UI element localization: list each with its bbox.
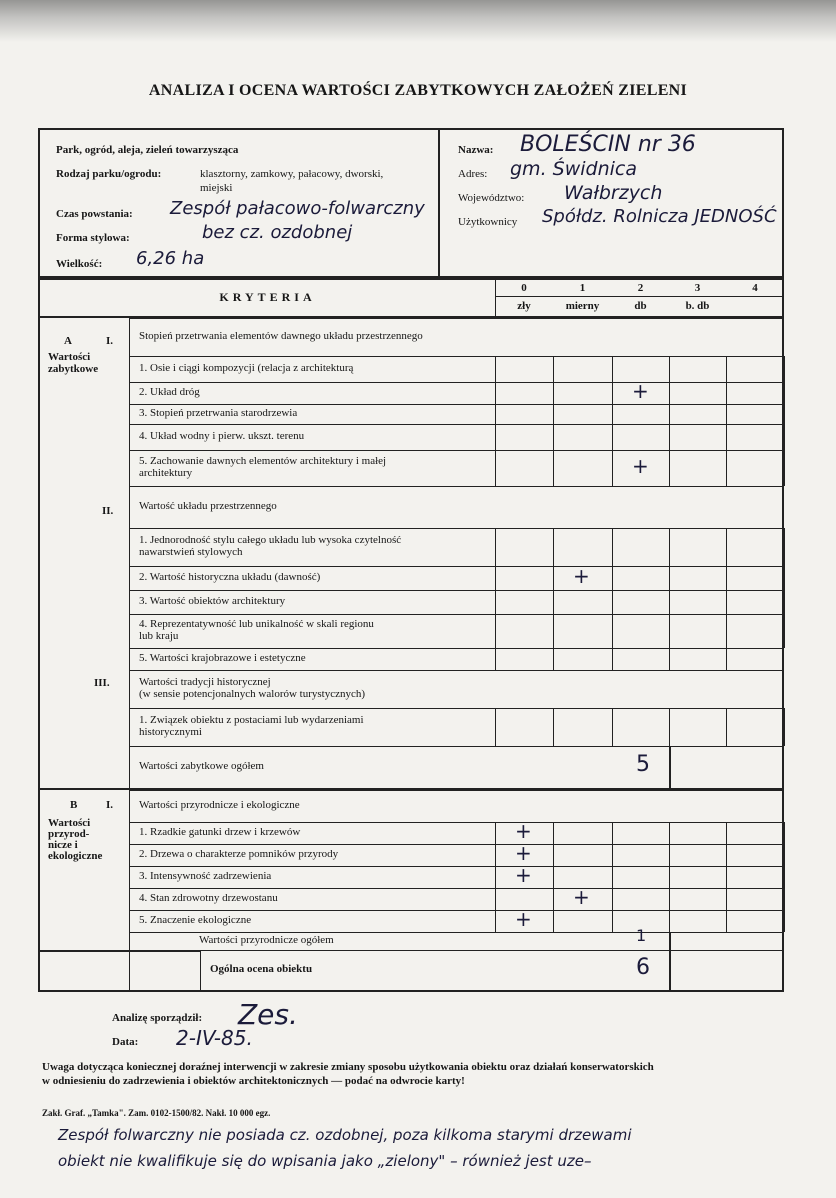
criterion-label: 5. Zachowanie dawnych elementów architektury i małej (139, 455, 387, 467)
cell-border (495, 708, 496, 746)
cell-border (784, 424, 785, 450)
cell-border (669, 450, 670, 486)
cell-border (553, 648, 554, 670)
voivodeship-label: Województwo: (458, 192, 525, 204)
cell-border (784, 404, 785, 424)
criterion-label: lub kraju (139, 630, 179, 642)
row-line (129, 790, 784, 791)
criterion-label: nawarstwień stylowych (139, 546, 243, 558)
section-b-label-4: ekologiczne (48, 850, 103, 862)
prepared-signature: Zes. (238, 998, 298, 1031)
remark-line-2: obiekt nie kwalifikuje się do wpisania jako „zielony" – również jest uze– (58, 1152, 592, 1170)
row-line (129, 708, 784, 709)
cell-border (726, 404, 727, 424)
cell-border (726, 382, 727, 404)
criterion-label: 1. Rzadkie gatunki drzew i krzewów (139, 826, 301, 838)
total-value: 1 (636, 926, 647, 945)
row-line (129, 382, 784, 383)
row-line (129, 866, 784, 867)
cell-border (612, 648, 613, 670)
total-label: Ogólna ocena obiektu (210, 963, 313, 975)
section-b-label-2: przyrod- (48, 828, 90, 840)
col-0-word: zły (517, 300, 531, 312)
cell-border (669, 844, 670, 866)
cell-border (553, 888, 554, 910)
cell-border (495, 648, 496, 670)
cell-border (553, 404, 554, 424)
cell-border (669, 648, 670, 670)
park-kind-options: klasztorny, zamkowy, pałacowy, dworski, (200, 168, 384, 180)
overall-divider (200, 950, 201, 990)
cell-border (784, 888, 785, 910)
side-divider-b (129, 790, 130, 990)
cell-border (612, 844, 613, 866)
cell-border (612, 566, 613, 590)
park-kind-label: Rodzaj parku/ogrodu: (56, 168, 162, 180)
cell-border (495, 910, 496, 932)
cell-border (495, 822, 496, 844)
overall-left-line (40, 950, 200, 952)
row-line (129, 614, 784, 615)
cell-border (726, 424, 727, 450)
cell-border (669, 382, 670, 404)
cell-border (726, 888, 727, 910)
side-divider-a (129, 318, 130, 788)
col-0-num: 0 (521, 282, 527, 294)
voivodeship-value: Wałbrzych (564, 182, 663, 204)
criterion-label: 4. Reprezentatywność lub unikalność w skali regionu (139, 618, 374, 630)
cell-border (612, 614, 613, 648)
cell-border (553, 844, 554, 866)
scan-edge-shadow (0, 0, 836, 42)
cell-border (495, 866, 496, 888)
row-line (129, 318, 784, 319)
total-cell-border (669, 932, 670, 950)
cell-border (495, 450, 496, 486)
total-cell-border (670, 932, 671, 950)
cell-border (726, 822, 727, 844)
section-heading: Wartość układu przestrzennego (139, 500, 277, 512)
created-label: Czas powstania: (56, 208, 133, 220)
total-cell-border (669, 950, 670, 990)
cell-border (784, 708, 785, 746)
col-1-word: mierny (565, 300, 600, 312)
cell-border (553, 528, 554, 566)
row-line (129, 648, 784, 649)
cell-border (784, 566, 785, 590)
date-value: 2-IV-85. (176, 1026, 253, 1050)
rating-mark: + (573, 885, 590, 909)
row-line (129, 566, 784, 567)
cell-border (669, 356, 670, 382)
row-line (129, 844, 784, 845)
cell-border (669, 822, 670, 844)
cell-border (784, 382, 785, 404)
style-value: bez cz. ozdobnej (202, 222, 353, 243)
section-a-label-2: zabytkowe (48, 363, 99, 375)
cell-border (726, 590, 727, 614)
cell-border (669, 404, 670, 424)
row-line (129, 670, 784, 671)
col-4-num: 4 (752, 282, 758, 294)
criterion-label: 1. Związek obiektu z postaciami lub wydarzeniami (139, 714, 364, 726)
cell-border (784, 866, 785, 888)
rating-mark: + (515, 863, 532, 887)
cell-border (495, 844, 496, 866)
row-line (129, 528, 784, 529)
header-divider (438, 130, 440, 276)
cell-border (726, 614, 727, 648)
park-kind-options-2: miejski (200, 182, 233, 194)
row-line (129, 356, 784, 357)
criterion-label: historycznymi (139, 726, 202, 738)
users-label: Użytkownicy (458, 216, 518, 228)
cell-border (669, 528, 670, 566)
cell-border (612, 528, 613, 566)
cell-border (726, 866, 727, 888)
cell-border (726, 910, 727, 932)
section-a-letter: A (64, 335, 72, 347)
cell-border (726, 450, 727, 486)
cell-border (553, 382, 554, 404)
row-line (129, 590, 784, 591)
cell-border (669, 888, 670, 910)
row-line (200, 950, 784, 951)
col-2-word: db (634, 300, 647, 312)
cell-border (726, 528, 727, 566)
section-heading: Wartości tradycji historycznej (139, 676, 271, 688)
cell-border (553, 356, 554, 382)
cell-border (553, 614, 554, 648)
total-value: 6 (636, 955, 650, 980)
date-label: Data: (112, 1036, 139, 1048)
section-b-label-1: Wartości (48, 817, 91, 829)
cell-border (495, 404, 496, 424)
printer-imprint: Zakł. Graf. „Tamka". Zam. 0102-1500/82. Nakł. 10 000 egz. (42, 1108, 271, 1118)
col-header-line (495, 296, 784, 297)
cell-border (495, 356, 496, 382)
cell-border (612, 866, 613, 888)
remark-line-1: Zespół folwarczny nie posiada cz. ozdobnej, poza kilkoma starymi drzewami (58, 1126, 632, 1144)
criterion-label: 5. Wartości krajobrazowe i estetyczne (139, 652, 306, 664)
prepared-label: Analizę sporządził: (112, 1012, 203, 1024)
size-label: Wielkość: (56, 258, 103, 270)
cell-border (784, 844, 785, 866)
cell-border (726, 356, 727, 382)
criterion-label: 2. Wartość historyczna układu (dawność) (139, 571, 321, 583)
rating-mark: + (632, 454, 649, 478)
name-label: Nazwa: (458, 144, 494, 156)
total-label: Wartości przyrodnicze ogółem (199, 934, 334, 946)
cell-border (612, 382, 613, 404)
criterion-label: 5. Znaczenie ekologiczne (139, 914, 252, 926)
cell-border (784, 822, 785, 844)
row-line (129, 888, 784, 889)
total-cell-border (670, 950, 671, 990)
notice-line-2: w odniesieniu do zadrzewienia i obiektów architektonicznych — podać na odwrocie karty! (42, 1075, 465, 1087)
cell-border (612, 888, 613, 910)
col-3-num: 3 (694, 282, 701, 294)
cell-border (553, 590, 554, 614)
total-label: Wartości zabytkowe ogółem (139, 760, 264, 772)
cell-border (495, 614, 496, 648)
size-value: 6,26 ha (136, 248, 205, 269)
col-2-num: 2 (637, 282, 644, 294)
cell-border (495, 590, 496, 614)
criterion-label: 4. Stan zdrowotny drzewostanu (139, 892, 278, 904)
cell-border (726, 648, 727, 670)
cell-border (495, 566, 496, 590)
total-cell-border (669, 746, 670, 788)
page-title: ANALIZA I OCENA WARTOŚCI ZABYTKOWYCH ZAŁOŻEŃ ZIELENI (148, 82, 688, 99)
cell-border (669, 708, 670, 746)
cell-border (553, 450, 554, 486)
cell-border (612, 910, 613, 932)
criteria-heading: KRYTERIA (219, 290, 316, 304)
notice-line-1: Uwaga dotycząca koniecznej doraźnej interwencji w zakresie zmiany sposobu użytkowania obiektu oraz działań konserwatorskich (42, 1061, 654, 1073)
criterion-label: 3. Wartość obiektów architektury (139, 595, 286, 607)
cell-border (612, 590, 613, 614)
cell-border (726, 844, 727, 866)
cell-border (495, 382, 496, 404)
cell-border (669, 424, 670, 450)
rating-mark: + (515, 907, 532, 931)
cell-border (612, 450, 613, 486)
cell-border (553, 822, 554, 844)
section-a-label-1: Wartości (48, 351, 91, 363)
criteria-table (38, 278, 784, 992)
criterion-label: 4. Układ wodny i pierw. ukszt. terenu (139, 430, 305, 442)
section-b-letter: B (70, 799, 78, 811)
criterion-label: 3. Intensywność zadrzewienia (139, 870, 272, 882)
cell-border (784, 910, 785, 932)
cell-border (726, 708, 727, 746)
cell-border (669, 866, 670, 888)
row-line (129, 746, 784, 747)
cell-border (669, 566, 670, 590)
cell-border (784, 614, 785, 648)
address-label: Adres: (458, 168, 488, 180)
cell-border (784, 450, 785, 486)
section-heading: (w sensie potencjonalnych walorów turystycznych) (139, 688, 366, 700)
address-value: gm. Świdnica (510, 158, 637, 180)
cell-border (784, 356, 785, 382)
section-b-roman: I. (106, 799, 114, 811)
criterion-label: 3. Stopień przetrwania starodrzewia (139, 407, 298, 419)
section-heading: Stopień przetrwania elementów dawnego układu przestrzennego (139, 330, 423, 342)
row-line (129, 932, 784, 933)
criterion-label: architektury (139, 467, 193, 479)
section-a-roman: I. (106, 335, 114, 347)
cell-border (553, 424, 554, 450)
cell-border (495, 424, 496, 450)
cell-border (669, 614, 670, 648)
rating-mark: + (515, 819, 532, 843)
cell-border (553, 566, 554, 590)
row-line (129, 424, 784, 425)
rating-mark: + (573, 564, 590, 588)
cell-border (784, 528, 785, 566)
cell-border (784, 590, 785, 614)
row-line (129, 404, 784, 405)
row-line (129, 910, 784, 911)
cell-border (495, 528, 496, 566)
col-1-num: 1 (579, 282, 586, 294)
section-b-label-3: nicze i (48, 839, 78, 851)
cell-border (553, 910, 554, 932)
total-value: 5 (636, 752, 650, 777)
row-line (129, 822, 784, 823)
criterion-label: 2. Drzewa o charakterze pomników przyrody (139, 848, 339, 860)
col-3-word: b. db (685, 300, 710, 312)
cell-border (612, 404, 613, 424)
total-cell-border (670, 746, 671, 788)
cell-border (495, 888, 496, 910)
criterion-label: 1. Osie i ciągi kompozycji (relacja z architekturą (139, 362, 354, 374)
section-a2-roman: II. (102, 505, 114, 517)
row-line (129, 450, 784, 451)
cell-border (612, 424, 613, 450)
rating-mark: + (515, 841, 532, 865)
style-label: Forma stylowa: (56, 232, 130, 244)
cell-border (553, 708, 554, 746)
cell-border (553, 866, 554, 888)
cell-border (726, 566, 727, 590)
name-value: BOLEŚCIN nr 36 (520, 132, 696, 157)
row-line (129, 486, 784, 487)
cell-border (612, 356, 613, 382)
criterion-label: 1. Jednorodność stylu całego układu lub wysoka czytelność (139, 534, 402, 546)
section-heading: Wartości przyrodnicze i ekologiczne (139, 799, 300, 811)
cell-border (669, 590, 670, 614)
criterion-label: 2. Układ dróg (139, 386, 200, 398)
header-box (38, 128, 784, 278)
notice (42, 1060, 802, 1088)
cell-border (612, 822, 613, 844)
cell-border (669, 910, 670, 932)
created-value: Zespół pałacowo-folwarczny (170, 198, 425, 219)
park-type-heading: Park, ogród, aleja, zieleń towarzysząca (56, 144, 239, 156)
section-a3-roman: III. (94, 677, 110, 689)
rating-mark: + (632, 379, 649, 403)
cell-border (612, 708, 613, 746)
users-value: Spółdz. Rolnicza JEDNOŚĆ (542, 206, 777, 227)
